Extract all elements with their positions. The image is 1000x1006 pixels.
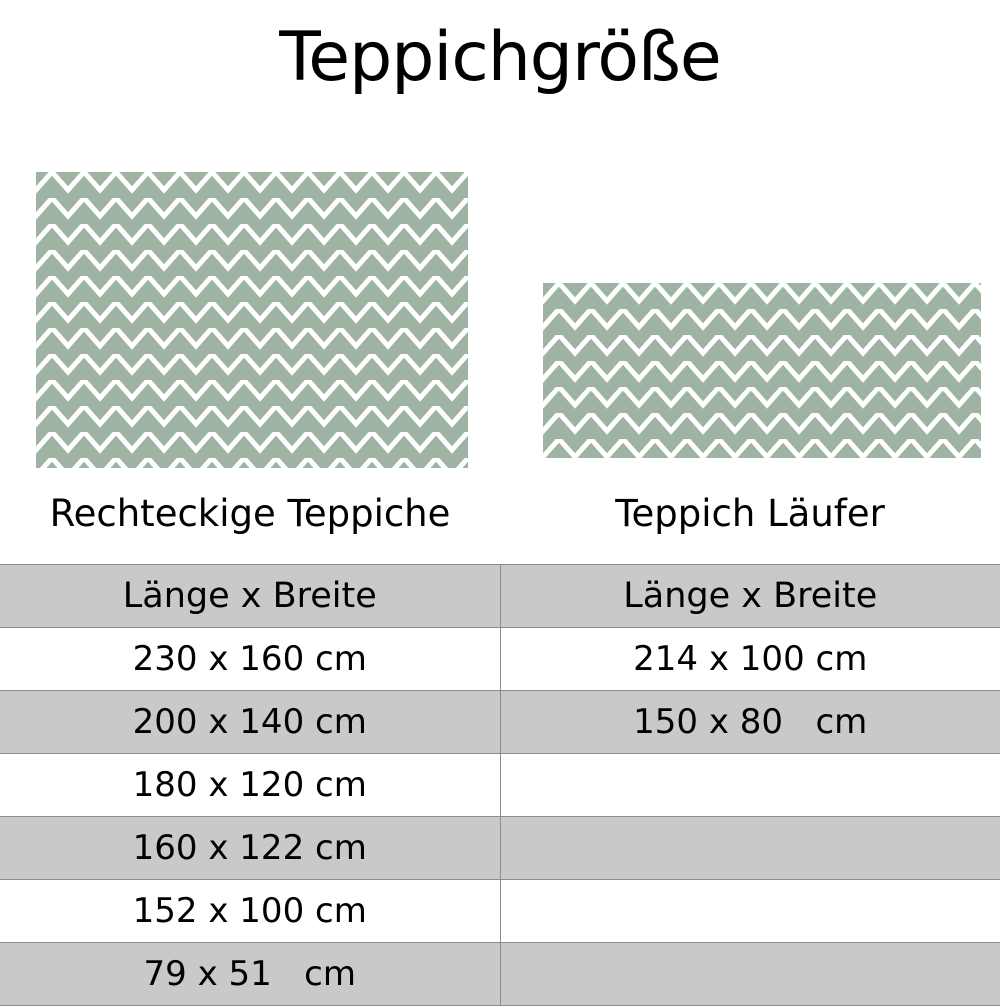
table-row — [0, 628, 1000, 691]
table-row — [0, 691, 1000, 754]
runner-rug-caption: Teppich Läufer — [615, 492, 885, 535]
runner-size-3 — [500, 817, 1000, 880]
size-table — [0, 564, 1000, 1006]
rect-size-1: 200 x 140 cm — [0, 691, 500, 754]
chevron-pattern-icon — [36, 172, 468, 468]
table-row — [0, 817, 1000, 880]
runner-rug-swatch — [543, 283, 981, 458]
chevron-pattern-icon — [543, 283, 981, 458]
rect-size-5: 79 x 51 cm — [0, 943, 500, 1006]
table-header-row — [0, 565, 1000, 628]
table-row — [0, 754, 1000, 817]
runner-size-1: 150 x 80 cm — [500, 691, 1000, 754]
rectangular-rug-caption: Rechteckige Teppiche — [49, 492, 451, 535]
table-row — [0, 880, 1000, 943]
runner-size-5 — [500, 943, 1000, 1006]
table-header-runner: Länge x Breite — [500, 565, 1000, 628]
page-title: Teppichgröße — [279, 18, 721, 97]
rect-size-3: 160 x 122 cm — [0, 817, 500, 880]
runner-size-0: 214 x 100 cm — [500, 628, 1000, 691]
rect-size-2: 180 x 120 cm — [0, 754, 500, 817]
runner-size-4 — [500, 880, 1000, 943]
table-header-rectangular: Länge x Breite — [0, 565, 500, 628]
table-row — [0, 943, 1000, 1006]
rectangular-rug-swatch — [36, 172, 468, 468]
rect-size-4: 152 x 100 cm — [0, 880, 500, 943]
rect-size-0: 230 x 160 cm — [0, 628, 500, 691]
runner-size-2 — [500, 754, 1000, 817]
